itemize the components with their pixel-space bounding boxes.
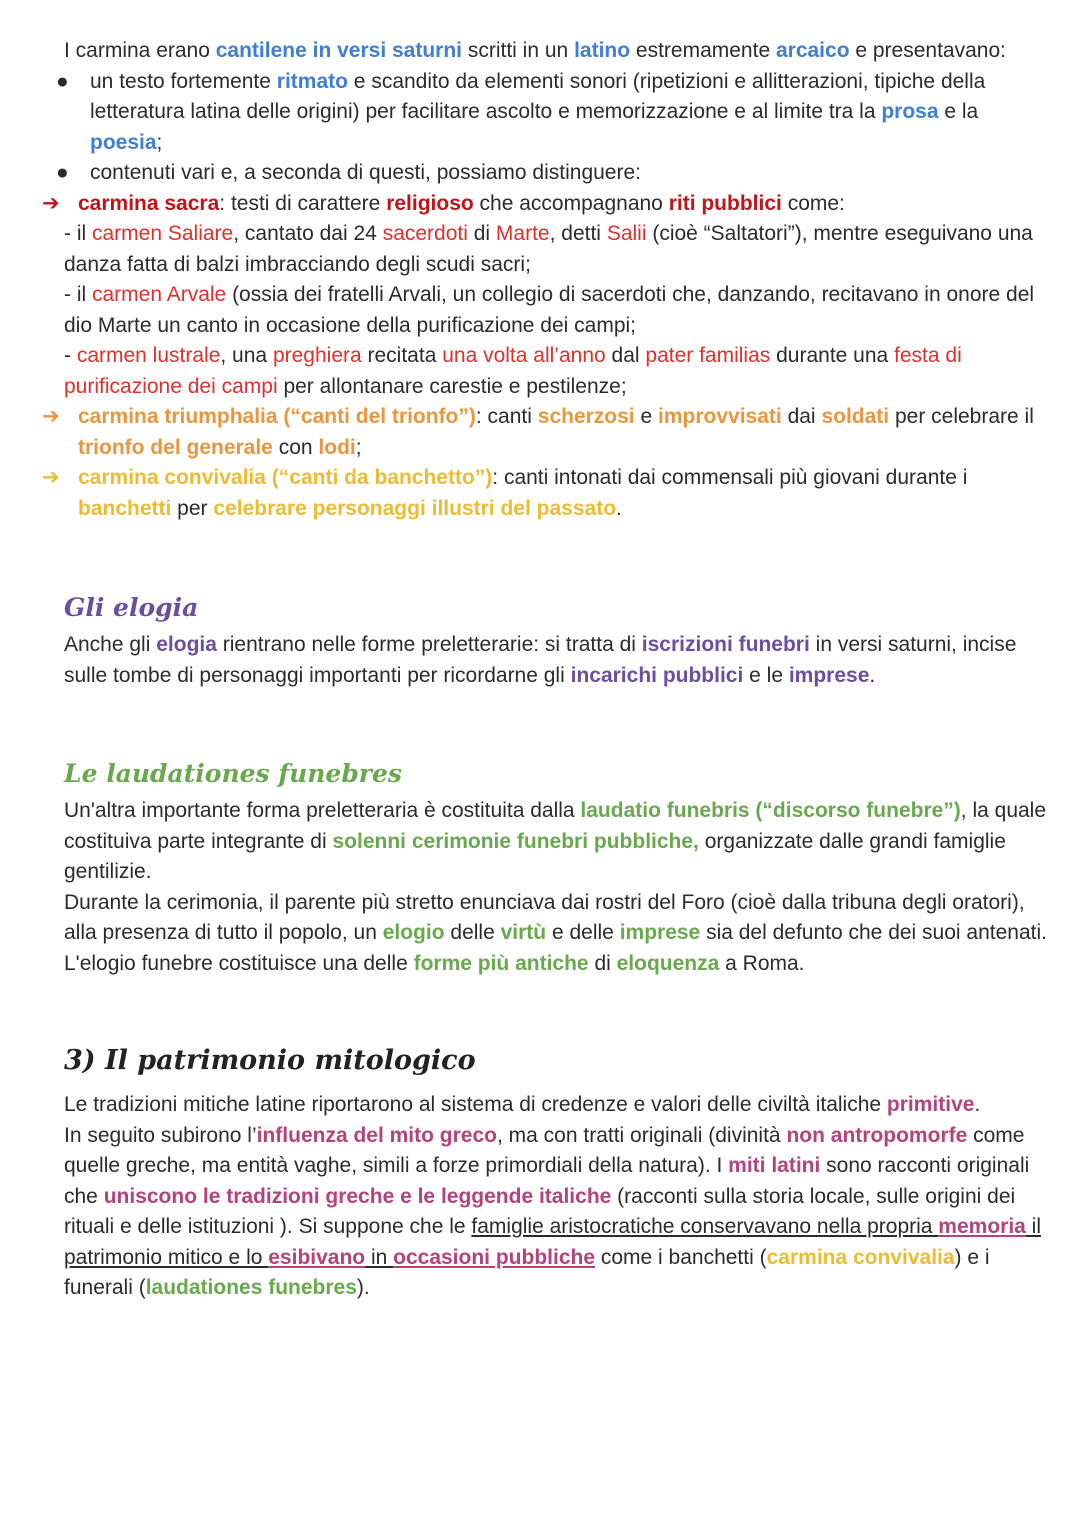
keyword: Salii [606, 222, 647, 245]
text: e delle [546, 921, 620, 944]
arrow-right-icon: ➔ [42, 466, 60, 489]
laudationes-section [64, 796, 1049, 979]
laudationes-paragraph-2 [64, 888, 1049, 980]
keyword: memoria [938, 1215, 1026, 1238]
text: delle [444, 921, 501, 944]
text: sia del defunto che dei suoi antenati. L'elogio funebre costituisce una delle [64, 921, 1047, 975]
underlined-text: famiglie aristocratiche conservavano nella propria [471, 1215, 939, 1238]
text: contenuti vari e, a seconda di questi, possiamo distinguere: [90, 161, 641, 184]
keyword: laudationes funebres [145, 1276, 357, 1299]
keyword: soldati [821, 405, 890, 428]
bullet-item-ritmato [56, 67, 1049, 159]
text: estremamente [630, 39, 776, 62]
underlined-text: in [365, 1245, 394, 1269]
keyword: primitive [886, 1093, 975, 1116]
text: : canti intonati dai commensali più giovani durante i [492, 466, 968, 489]
keyword: festa di purificazione dei campi [64, 344, 962, 398]
arrow-right-icon: ➔ [42, 405, 60, 428]
keyword: prosa [881, 100, 939, 123]
carmen-lustrale [64, 341, 1049, 402]
keyword: carmen Arvale [92, 283, 227, 306]
text: - [64, 344, 77, 367]
text: In seguito subirono l’ [64, 1123, 257, 1147]
text: recitata [361, 344, 443, 367]
keyword: uniscono le tradizioni greche e le leggende italiche [103, 1184, 612, 1208]
text: e scandito da elementi sonori (ripetizioni e allitterazioni, tipiche della letteratura latina delle origini) per facilitare ascolto e memorizzazione e al limite tra la [90, 69, 986, 123]
carmen-arvale [64, 280, 1049, 341]
keyword: scherzosi [537, 405, 635, 428]
text: dai [781, 405, 822, 428]
text: per [171, 496, 214, 520]
keyword: elogia [156, 633, 217, 656]
text: I carmina erano [64, 39, 216, 62]
text: Un'altra importante forma preletteraria è costituita dalla [64, 799, 581, 822]
text: , detti [549, 222, 607, 245]
text: (cioè “Saltatori”), mentre eseguivano una danza fatta di balzi imbracciando degli scudi sacri; [64, 222, 1033, 276]
keyword: sacerdoti [382, 222, 468, 245]
keyword: banchetti [78, 496, 172, 520]
keyword: poesia [90, 130, 157, 154]
keyword: ritmato [276, 69, 348, 93]
text: (ossia dei fratelli Arvali, un collegio di sacerdoti che, danzando, recitavano in onore del dio Marte un canto in occasione della purificazione dei campi; [64, 283, 1035, 337]
keyword: solenni cerimonie funebri pubbliche, [332, 829, 699, 853]
text: sono racconti originali che [64, 1154, 1030, 1208]
keyword: influenza del mito greco [256, 1123, 497, 1147]
text: durante una [770, 344, 895, 367]
keyword: miti latini [728, 1154, 821, 1177]
elogia-paragraph [64, 630, 1049, 691]
keyword: carmina triumphalia (“canti del trionfo”) [78, 405, 476, 428]
heading-laudationes: Le laudationes funebres [64, 759, 402, 788]
text: ; [355, 435, 362, 459]
bullet-icon: ● [56, 69, 69, 93]
intro-paragraph [64, 36, 1049, 67]
text: scritti in un [462, 39, 575, 62]
keyword: occasioni pubbliche [393, 1245, 596, 1269]
text: come quelle greche, ma entità vaghe, simili a forze primordiali della natura). I [64, 1123, 1025, 1177]
text: - il [64, 283, 92, 306]
elogia-section [64, 630, 1049, 691]
text: e le [743, 663, 789, 687]
keyword: trionfo del generale [78, 435, 273, 459]
keyword: riti pubblici [668, 191, 782, 215]
bullet-icon: ● [56, 161, 69, 184]
keyword: virtù [500, 921, 547, 944]
bullet-item-contenuti [56, 158, 1049, 189]
carmen-saliare [64, 219, 1049, 280]
keyword: arcaico [775, 39, 850, 62]
carmina-triumphalia-item [42, 402, 1049, 463]
text: di [588, 951, 617, 975]
text: Le tradizioni mitiche latine riportarono al sistema di credenze e valori delle civiltà italiche [64, 1093, 887, 1116]
text: Durante la cerimonia, il parente più stretto enunciava dai rostri del Foro (cioè dalla tribuna degli oratori), alla presenza di tutto il popolo, un [64, 890, 1025, 944]
text: rientrano nelle forme preletterarie: si tratta di [216, 633, 642, 656]
keyword: carmina convivalia (“canti da banchetto”) [78, 466, 493, 489]
carmina-intro [42, 36, 1049, 524]
text: : canti [475, 405, 538, 428]
keyword: carmina convivalia [766, 1245, 955, 1269]
keyword: imprese [619, 921, 701, 944]
text: ). [356, 1276, 370, 1299]
text: . [974, 1093, 981, 1116]
heading-elogia: Gli elogia [64, 593, 199, 622]
keyword: cantilene in versi saturni [215, 39, 463, 62]
text: ) e i funerali ( [64, 1245, 990, 1299]
underlined-text: il patrimonio mitico e lo [64, 1215, 1042, 1269]
keyword: esibivano [268, 1245, 366, 1269]
text: dal [605, 344, 646, 367]
keyword: Marte [495, 222, 550, 245]
mito-section [64, 1090, 1049, 1304]
text: Anche gli [64, 633, 157, 656]
keyword: forme più antiche [413, 951, 589, 975]
keyword: eloquenza [616, 951, 720, 975]
text: , una [220, 344, 273, 367]
keyword: preghiera [272, 344, 362, 367]
mito-paragraph-1 [64, 1090, 1049, 1121]
keyword: incarichi pubblici [570, 663, 744, 687]
text: , cantato dai 24 [233, 222, 383, 245]
text: come i banchetti ( [595, 1245, 767, 1269]
text: - il [64, 222, 92, 245]
text: di [467, 222, 496, 245]
text: (racconti sulla storia locale, sulle origini dei rituali e delle istituzioni ). Si suppone che le [64, 1184, 1016, 1238]
text: che accompagnano [473, 191, 669, 215]
text: come: [781, 191, 845, 215]
keyword: una volta all’anno [442, 344, 606, 367]
text: , ma con tratti originali (divinità [497, 1123, 787, 1147]
text: per celebrare il [889, 405, 1034, 428]
keyword: carmen Saliare [92, 222, 234, 245]
keyword: non antropomorfe [786, 1123, 968, 1147]
keyword: carmina sacra [78, 191, 220, 215]
text: con [272, 435, 319, 459]
mito-paragraph-2 [64, 1121, 1049, 1304]
laudationes-paragraph-1 [64, 796, 1049, 888]
text: . [616, 496, 622, 520]
keyword: carmen lustrale [76, 344, 221, 367]
arrow-right-icon: ➔ [42, 191, 60, 215]
text: un testo fortemente [90, 69, 277, 93]
keyword: improvvisati [658, 405, 782, 428]
carmina-sacra-item [42, 189, 1049, 220]
keyword: latino [574, 39, 631, 62]
text: ; [156, 130, 163, 154]
keyword: laudatio funebris (“discorso funebre”) [580, 799, 961, 822]
keyword: iscrizioni funebri [641, 633, 810, 656]
text: organizzate dalle grandi famiglie gentilizie. [64, 829, 1006, 883]
keyword: pater familias [645, 344, 771, 367]
text: per allontanare carestie e pestilenze; [277, 374, 627, 398]
text: , la quale costituiva parte integrante di [64, 799, 1047, 853]
heading-patrimonio-mitologico: 3) Il patrimonio mitologico [64, 1045, 476, 1076]
text: e [634, 405, 659, 428]
text: in versi saturni, incise sulle tombe di personaggi importanti per ricordarne gli [64, 633, 1017, 687]
keyword: elogio [382, 921, 445, 944]
text: e presentavano: [849, 39, 1006, 62]
text: e la [938, 100, 979, 123]
keyword: lodi [318, 435, 356, 459]
keyword: religioso [386, 191, 474, 215]
keyword: celebrare personaggi illustri del passato [213, 496, 617, 520]
keyword: imprese [788, 663, 870, 687]
text: : testi di carattere [219, 191, 387, 215]
carmina-convivalia-item [42, 463, 1049, 524]
text: . [869, 663, 876, 687]
text: a Roma. [719, 951, 805, 975]
